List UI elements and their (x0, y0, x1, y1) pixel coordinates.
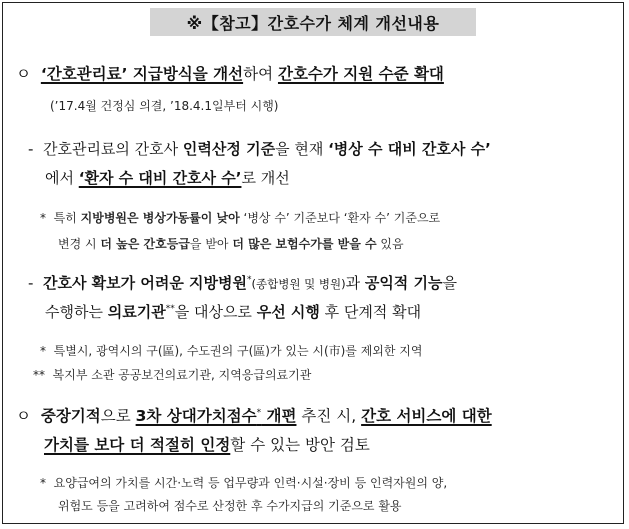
s3-l2sup: ** (165, 304, 175, 314)
s2-n1a: 특히 (53, 211, 81, 225)
s3-l2a: 수행하는 (45, 303, 108, 321)
s4-l1b: 으로 (100, 407, 136, 425)
section-4-line-1 (16, 404, 492, 426)
s2-n2d: 더 많은 보험수가를 받을 수 (232, 237, 377, 251)
s2-n2c: 을 받아 (189, 237, 233, 251)
s2-l2b: ‘환자 수 대비 간호사 수’ (78, 169, 242, 187)
section-4-line-2 (44, 433, 370, 455)
s3-l2e: 후 단계적 확대 (319, 303, 422, 321)
s1-b: 하여 (243, 65, 278, 83)
s3-l1a: 간호사 확보가 어려운 지방병원 (42, 274, 248, 292)
bullet: ㅇ (16, 65, 31, 83)
section-1-note: (’17.4월 건정심 의결, ’18.4.1일부터 시행) (50, 99, 279, 113)
s4-n1: 요양급여의 가치를 시간·노력 등 업무량과 인력·시설·장비 등 인력자원의 양, (53, 476, 448, 490)
s2-n2a: 변경 시 (58, 237, 101, 251)
section-1-heading (16, 62, 444, 84)
s2-n1b: 지방병원은 병상가동률이 낮아 (80, 211, 240, 225)
section-4-note-1 (40, 474, 447, 491)
dash: - (28, 274, 34, 292)
s3-l1c: 과 (345, 274, 365, 292)
s4-l2a: 가치를 보다 더 적절히 인정 (44, 436, 231, 454)
s2-l2c: 로 개선 (241, 169, 290, 187)
s1-c: 간호수가 지원 수준 확대 (277, 65, 444, 83)
double-star: ** (33, 368, 45, 382)
s3-n1: 특별시, 광역시의 구(區), 수도권의 구(區)가 있는 시(市)를 제외한 지역 (53, 344, 423, 358)
bullet: ㅇ (16, 407, 31, 425)
s4-l2b: 할 수 있는 방안 검토 (230, 436, 370, 454)
s4-l1a: 중장기적 (40, 407, 101, 425)
s4-l1d: 개편 (261, 407, 297, 425)
title-text: ※【참고】간호수가 체계 개선내용 (186, 13, 440, 33)
s3-l1b: (종합병원 및 병원) (251, 277, 346, 291)
s4-l1sup: * (256, 408, 262, 418)
s3-n2: 복지부 소관 공공보건의료기관, 지역응급의료기관 (52, 368, 312, 382)
s2-l2a: 에서 (45, 169, 79, 187)
s2-l1b: 인력산정 기준 (182, 140, 276, 158)
s1-a: ‘간호관리료’ 지급방식을 개선 (40, 65, 244, 83)
star: * (40, 476, 46, 490)
section-2-note-2 (58, 235, 404, 252)
section-4-note-2: 위험도 등을 고려하여 점수로 산정한 후 수가지급의 기준으로 활용 (58, 499, 402, 513)
s3-l1sup: * (247, 275, 252, 285)
s2-n2b: 더 높은 간호등급 (100, 237, 190, 251)
section-2-line-2 (45, 167, 290, 188)
s2-n2e: 있음 (376, 237, 404, 251)
dash: - (28, 140, 34, 158)
s2-l1c: 을 현재 (275, 140, 329, 158)
s4-l1c: 3차 상대가치점수 (135, 407, 257, 425)
section-3-note-2 (33, 366, 311, 383)
page-title (150, 8, 476, 36)
star: * (40, 344, 46, 358)
s2-l1a: 간호관리료의 간호사 (42, 140, 183, 158)
section-3-line-2 (45, 301, 421, 322)
s4-l1f: 간호 서비스에 대한 (361, 407, 492, 425)
s3-l2d: 우선 시행 (256, 303, 320, 321)
s3-l2b: 의료기관 (107, 303, 166, 321)
s2-n1c: ‘병상 수’ 기준보다 ‘환자 수’ 기준으로 (239, 211, 441, 225)
section-3-note-1 (40, 342, 423, 359)
s4-l1e: 추진 시, (296, 407, 362, 425)
s2-l1d: ‘병상 수 대비 간호사 수’ (328, 140, 491, 158)
section-2-line-1 (28, 138, 491, 159)
section-2-note-1 (40, 209, 440, 226)
s3-l1e: 을 (442, 274, 458, 292)
section-3-line-1 (28, 272, 457, 293)
s3-l2c: 을 대상으로 (174, 303, 257, 321)
s3-l1d: 공익적 기능 (364, 274, 443, 292)
star: * (40, 211, 46, 225)
